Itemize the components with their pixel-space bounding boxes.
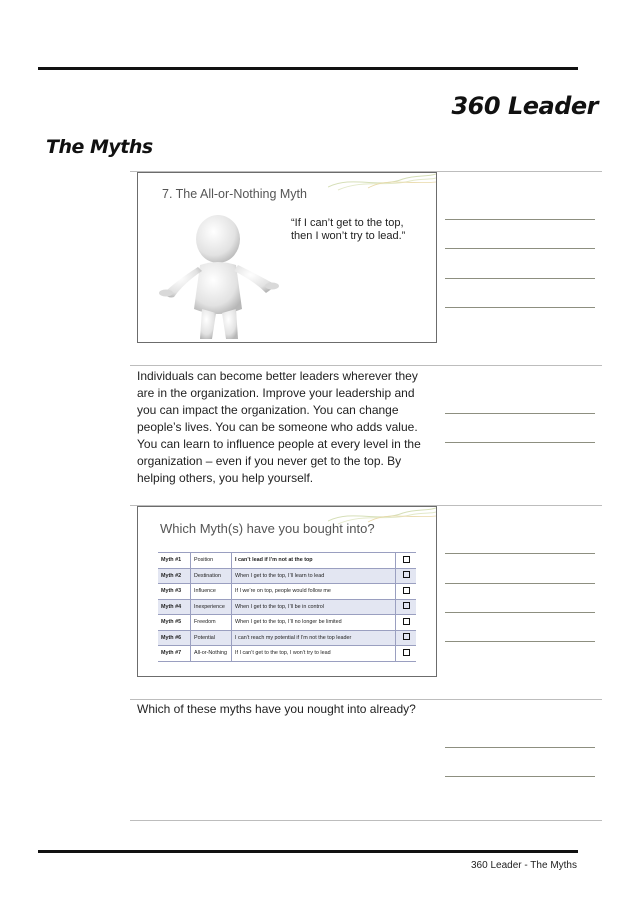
section-separator <box>130 365 602 366</box>
note-line <box>445 442 595 443</box>
footer-text: 360 Leader - The Myths <box>471 860 577 871</box>
myth-number: Myth #6 <box>158 630 191 646</box>
section-separator <box>130 699 602 700</box>
checkbox-icon[interactable] <box>403 633 410 640</box>
myth-description: When I get to the top, I’ll no longer be limited <box>232 615 396 631</box>
note-line <box>445 219 595 220</box>
table-row <box>158 599 416 615</box>
note-line <box>445 583 595 584</box>
myth-description: When I get to the top, I’ll be in control <box>232 599 396 615</box>
note-line <box>445 776 595 777</box>
myth-number: Myth #1 <box>158 553 191 569</box>
question-text: Which of these myths have you nought into already? <box>137 702 416 716</box>
note-line <box>445 307 595 308</box>
myth-name: Potential <box>191 630 232 646</box>
table-row <box>158 553 416 569</box>
table-row <box>158 568 416 584</box>
checkbox-icon[interactable] <box>403 587 410 594</box>
note-line <box>445 553 595 554</box>
myth-number: Myth #5 <box>158 615 191 631</box>
myth-number: Myth #2 <box>158 568 191 584</box>
slide-all-or-nothing <box>137 172 437 343</box>
myth-name: Position <box>191 553 232 569</box>
note-line <box>445 248 595 249</box>
slide-title: Which Myth(s) have you bought into? <box>160 521 375 536</box>
myth-name: Freedom <box>191 615 232 631</box>
table-row <box>158 615 416 631</box>
body-paragraph: Individuals can become better leaders wherever they are in the organization. Improve your leadership and you can impact the organization. You can change people’s lives. You can be someone who adds value. You can learn to influence people at every level in the organization – even if you never get to the top. By helping others, you help yourself. <box>137 369 421 485</box>
checkbox-icon[interactable] <box>403 571 410 578</box>
myth-quote: “If I can’t get to the top, then I won’t try to lead.” <box>291 217 406 242</box>
myth-description: I can’t lead if I’m not at the top <box>232 553 396 569</box>
checkbox-icon[interactable] <box>403 602 410 609</box>
document-title: 360 Leader <box>451 92 598 120</box>
checkbox-icon[interactable] <box>403 649 410 656</box>
section-separator <box>130 820 602 821</box>
myth-description: If I can’t get to the top, I won’t try to lead <box>232 646 396 662</box>
myth-number: Myth #7 <box>158 646 191 662</box>
myths-table <box>158 552 416 662</box>
note-line <box>445 747 595 748</box>
stick-figure-shrug-icon <box>158 213 283 342</box>
table-row <box>158 646 416 662</box>
note-line <box>445 612 595 613</box>
myth-number: Myth #3 <box>158 584 191 600</box>
header-rule <box>38 67 578 70</box>
myth-name: Inexperience <box>191 599 232 615</box>
myth-name: Destination <box>191 568 232 584</box>
section-title: The Myths <box>46 136 153 158</box>
myth-number: Myth #4 <box>158 599 191 615</box>
note-line <box>445 278 595 279</box>
table-row <box>158 630 416 646</box>
myth-description: When I get to the top, I’ll learn to lead <box>232 568 396 584</box>
note-line <box>445 413 595 414</box>
table-row <box>158 584 416 600</box>
footer-rule <box>38 850 578 853</box>
myth-description: If I we’re on top, people would follow me <box>232 584 396 600</box>
myth-name: All-or-Nothing <box>191 646 232 662</box>
checkbox-icon[interactable] <box>403 556 410 563</box>
swirl-decoration-icon <box>328 173 436 191</box>
slide-title: 7. The All-or-Nothing Myth <box>162 187 307 201</box>
checkbox-icon[interactable] <box>403 618 410 625</box>
note-line <box>445 641 595 642</box>
slide-which-myths <box>137 506 437 677</box>
myth-name: Influence <box>191 584 232 600</box>
myth-description: I can’t reach my potential if I’m not the top leader <box>232 630 396 646</box>
